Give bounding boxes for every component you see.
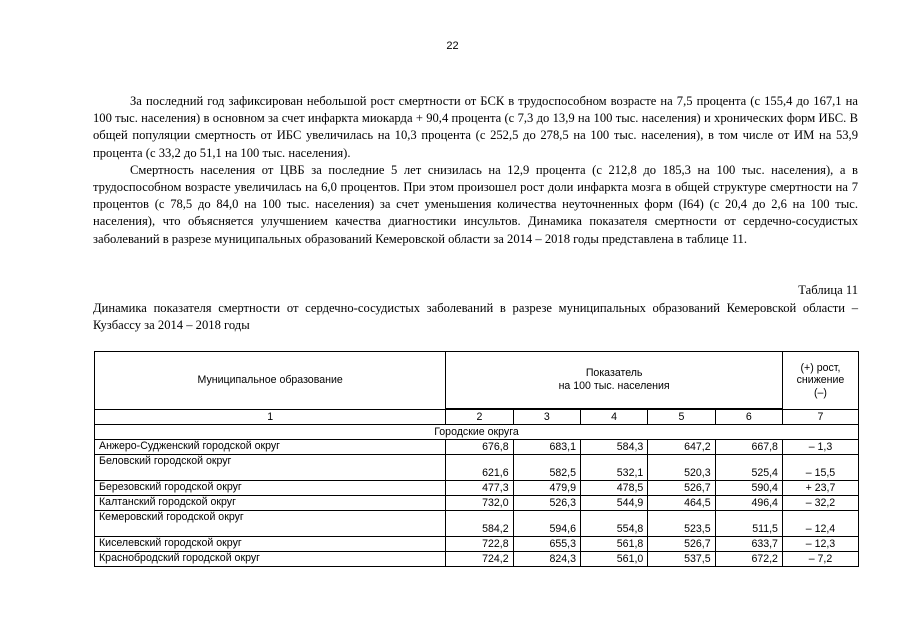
value-cell: 532,1 — [580, 455, 647, 481]
index-cell: 4 — [580, 410, 647, 425]
value-cell: 511,5 — [715, 511, 782, 537]
change-cell: – 7,2 — [782, 552, 858, 567]
change-cell: + 23,7 — [782, 481, 858, 496]
value-cell: 594,6 — [513, 511, 580, 537]
table-row — [95, 440, 859, 455]
index-cell: 6 — [715, 410, 782, 425]
value-cell: 526,3 — [513, 496, 580, 511]
header-indicator-line2: на 100 тыс. населения — [558, 380, 670, 392]
value-cell: 584,2 — [446, 511, 513, 537]
municipality-name: Анжеро-Судженский городской округ — [95, 440, 446, 455]
value-cell: 672,2 — [715, 552, 782, 567]
value-cell: 667,8 — [715, 440, 782, 455]
change-cell: – 32,2 — [782, 496, 858, 511]
index-cell: 7 — [782, 410, 858, 425]
section-row — [95, 425, 859, 440]
value-cell: 647,2 — [648, 440, 715, 455]
table-header-row — [95, 352, 859, 409]
value-cell: 554,8 — [580, 511, 647, 537]
table-row — [95, 511, 859, 537]
table-row — [95, 552, 859, 567]
table-row — [95, 455, 859, 481]
value-cell: 676,8 — [446, 440, 513, 455]
value-cell: 496,4 — [715, 496, 782, 511]
table-row — [95, 481, 859, 496]
header-municipality: Муниципальное образование — [95, 352, 446, 410]
page-number: 22 — [446, 40, 459, 52]
change-cell: – 1,3 — [782, 440, 858, 455]
header-indicator — [446, 352, 783, 409]
value-cell: 520,3 — [648, 455, 715, 481]
value-cell: 526,7 — [648, 481, 715, 496]
value-cell: 584,3 — [580, 440, 647, 455]
value-cell: 732,0 — [446, 496, 513, 511]
municipality-name: Киселевский городской округ — [95, 537, 446, 552]
index-cell: 2 — [446, 410, 513, 425]
value-cell: 722,8 — [446, 537, 513, 552]
municipality-name: Краснобродский городской округ — [95, 552, 446, 567]
header-change-line2: снижение — [796, 374, 845, 387]
table-number: Таблица 11 — [798, 283, 858, 297]
value-cell: 561,0 — [580, 552, 647, 567]
value-cell: 590,4 — [715, 481, 782, 496]
value-cell: 683,1 — [513, 440, 580, 455]
value-cell: 621,6 — [446, 455, 513, 481]
value-cell: 724,2 — [446, 552, 513, 567]
value-cell: 523,5 — [648, 511, 715, 537]
value-cell: 479,9 — [513, 481, 580, 496]
value-cell: 477,3 — [446, 481, 513, 496]
index-row — [95, 410, 859, 425]
value-cell: 526,7 — [648, 537, 715, 552]
value-cell: 824,3 — [513, 552, 580, 567]
index-cell: 3 — [513, 410, 580, 425]
value-cell: 544,9 — [580, 496, 647, 511]
table-title: Динамика показателя смертности от сердечно-сосудистых заболеваний в разрезе муниципальных образований Кемеровской области – Кузбассу за 2014 – 2018 годы — [93, 301, 858, 332]
body-text — [93, 93, 858, 248]
header-indicator-line1: Показатель — [585, 367, 643, 380]
change-cell: – 12,3 — [782, 537, 858, 552]
municipality-name: Березовский городской округ — [95, 481, 446, 496]
municipality-name: Калтанский городской округ — [95, 496, 446, 511]
section-title: Городские округа — [95, 425, 859, 440]
value-cell: 582,5 — [513, 455, 580, 481]
value-cell: 633,7 — [715, 537, 782, 552]
header-change-line3: (–) — [814, 386, 827, 399]
header-change — [782, 352, 858, 410]
change-cell: – 15,5 — [782, 455, 858, 481]
paragraph: За последний год зафиксирован небольшой рост смертности от БСК в трудоспособном возрасте на 7,5 процента (с 155,4 до 167,1 на 100 тыс. населения) в основном за счет инфаркта миокарда + 90,4 процента (с 7,3 до 13,9 на 100 тыс. населения) и хронических форм ИБС. В общей популяции смертность от ИБС увеличилась на 10,3 процента (с 252,5 до 278,5 на 100 тыс. населения), в том числе от ИМ на 53,9 процента (с 33,2 до 51,1 на 100 тыс. населения). — [93, 94, 858, 160]
table-row — [95, 537, 859, 552]
index-cell: 1 — [95, 410, 446, 425]
change-cell: – 12,4 — [782, 511, 858, 537]
value-cell: 561,8 — [580, 537, 647, 552]
header-change-line1: (+) рост, — [800, 361, 841, 374]
value-cell: 464,5 — [648, 496, 715, 511]
mortality-table — [94, 351, 859, 567]
value-cell: 655,3 — [513, 537, 580, 552]
value-cell: 525,4 — [715, 455, 782, 481]
index-cell: 5 — [648, 410, 715, 425]
value-cell: 537,5 — [648, 552, 715, 567]
municipality-name: Беловский городской округ — [95, 455, 446, 481]
municipality-name: Кемеровский городской округ — [95, 511, 446, 537]
value-cell: 478,5 — [580, 481, 647, 496]
table-row — [95, 496, 859, 511]
paragraph: Смертность населения от ЦВБ за последние 5 лет снизилась на 12,9 процента (с 212,8 до 185,3 на 100 тыс. населения), а в трудоспособном возрасте увеличилась на 6,0 процентов. При этом произошел рост доли инфаркта мозга в общей структуре смертности на 7 процентов (с 78,5 до 84,0 на 100 тыс. населения) за счет уменьшения количества неуточненных форм (I64) (с 20,4 до 2,6 на 100 тыс. населения), что объясняется улучшением качества диагностики инсультов. Динамика показателя смертности от сердечно-сосудистых заболеваний в разрезе муниципальных образований Кемеровской области за 2014 – 2018 годы представлена в таблице 11. — [93, 162, 858, 246]
